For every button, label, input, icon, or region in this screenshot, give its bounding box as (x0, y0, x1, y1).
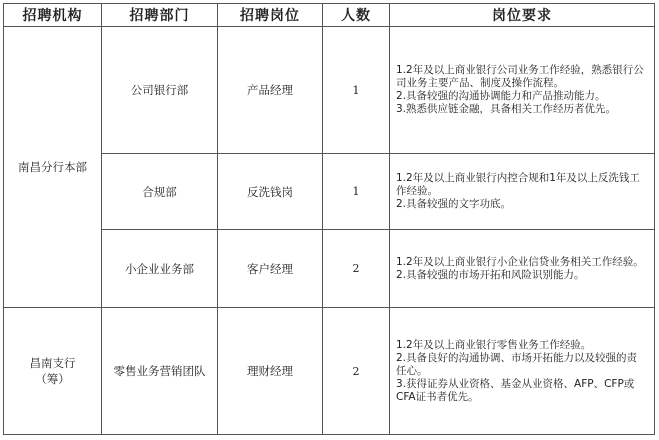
requirement-item: 1.2年及以上商业银行公司业务工作经验，熟悉银行公司业务主要产品、制度及操作流程。 (396, 64, 644, 89)
requirement-item: 2.具备较强的市场开拓和风险识别能力。 (396, 268, 585, 281)
table-row (4, 154, 655, 230)
position-cell: 客户经理 (218, 230, 323, 308)
position-cell: 理财经理 (218, 308, 323, 435)
requirements-cell (390, 27, 655, 154)
requirement-item: 2.具备良好的沟通协调、市场开拓能力以及较强的责任心。 (396, 351, 638, 377)
count-cell: 2 (323, 308, 390, 435)
requirement-item: 2.具备较强的文字功底。 (396, 198, 512, 210)
recruitment-table (3, 3, 655, 435)
position-cell: 反洗钱岗 (218, 154, 323, 230)
count-cell: 1 (323, 154, 390, 230)
count-cell: 2 (323, 230, 390, 308)
requirement-item: 2.具备较强的沟通协调能力和产品推动能力。 (396, 90, 606, 102)
dept-cell: 合规部 (102, 154, 218, 230)
table-row (4, 308, 655, 435)
header-position: 招聘岗位 (218, 4, 323, 27)
header-org: 招聘机构 (4, 4, 102, 27)
header-dept: 招聘部门 (102, 4, 218, 27)
requirement-item: 1.2年及以上商业银行内控合规和1年及以上反洗钱工作经验。 (396, 172, 640, 197)
table-row (4, 230, 655, 308)
position-cell: 产品经理 (218, 27, 323, 154)
org-cell (4, 308, 102, 435)
requirement-item: 3.熟悉供应链金融，具备相关工作经历者优先。 (396, 103, 617, 115)
requirement-item: 3.获得证券从业资格、基金从业资格、AFP、CFP或CFA证书者优先。 (396, 377, 635, 403)
requirements-cell (390, 230, 655, 308)
header-count: 人数 (323, 4, 390, 27)
org-name: 南昌分行本部 (18, 160, 87, 174)
header-row (4, 4, 655, 27)
requirement-item: 1.2年及以上商业银行零售业务工作经验。 (396, 338, 592, 351)
requirements-cell (390, 154, 655, 230)
requirement-item: 1.2年及以上商业银行小企业信贷业务相关工作经验。 (396, 255, 644, 268)
org-name: 昌南支行 (29, 356, 76, 370)
dept-cell: 小企业业务部 (102, 230, 218, 308)
dept-cell: 公司银行部 (102, 27, 218, 154)
count-cell: 1 (323, 27, 390, 154)
org-cell (4, 27, 102, 308)
org-note: （筹） (35, 372, 70, 386)
table-row (4, 27, 655, 154)
dept-cell: 零售业务营销团队 (102, 308, 218, 435)
requirements-cell (390, 308, 655, 435)
header-requirements: 岗位要求 (390, 4, 655, 27)
